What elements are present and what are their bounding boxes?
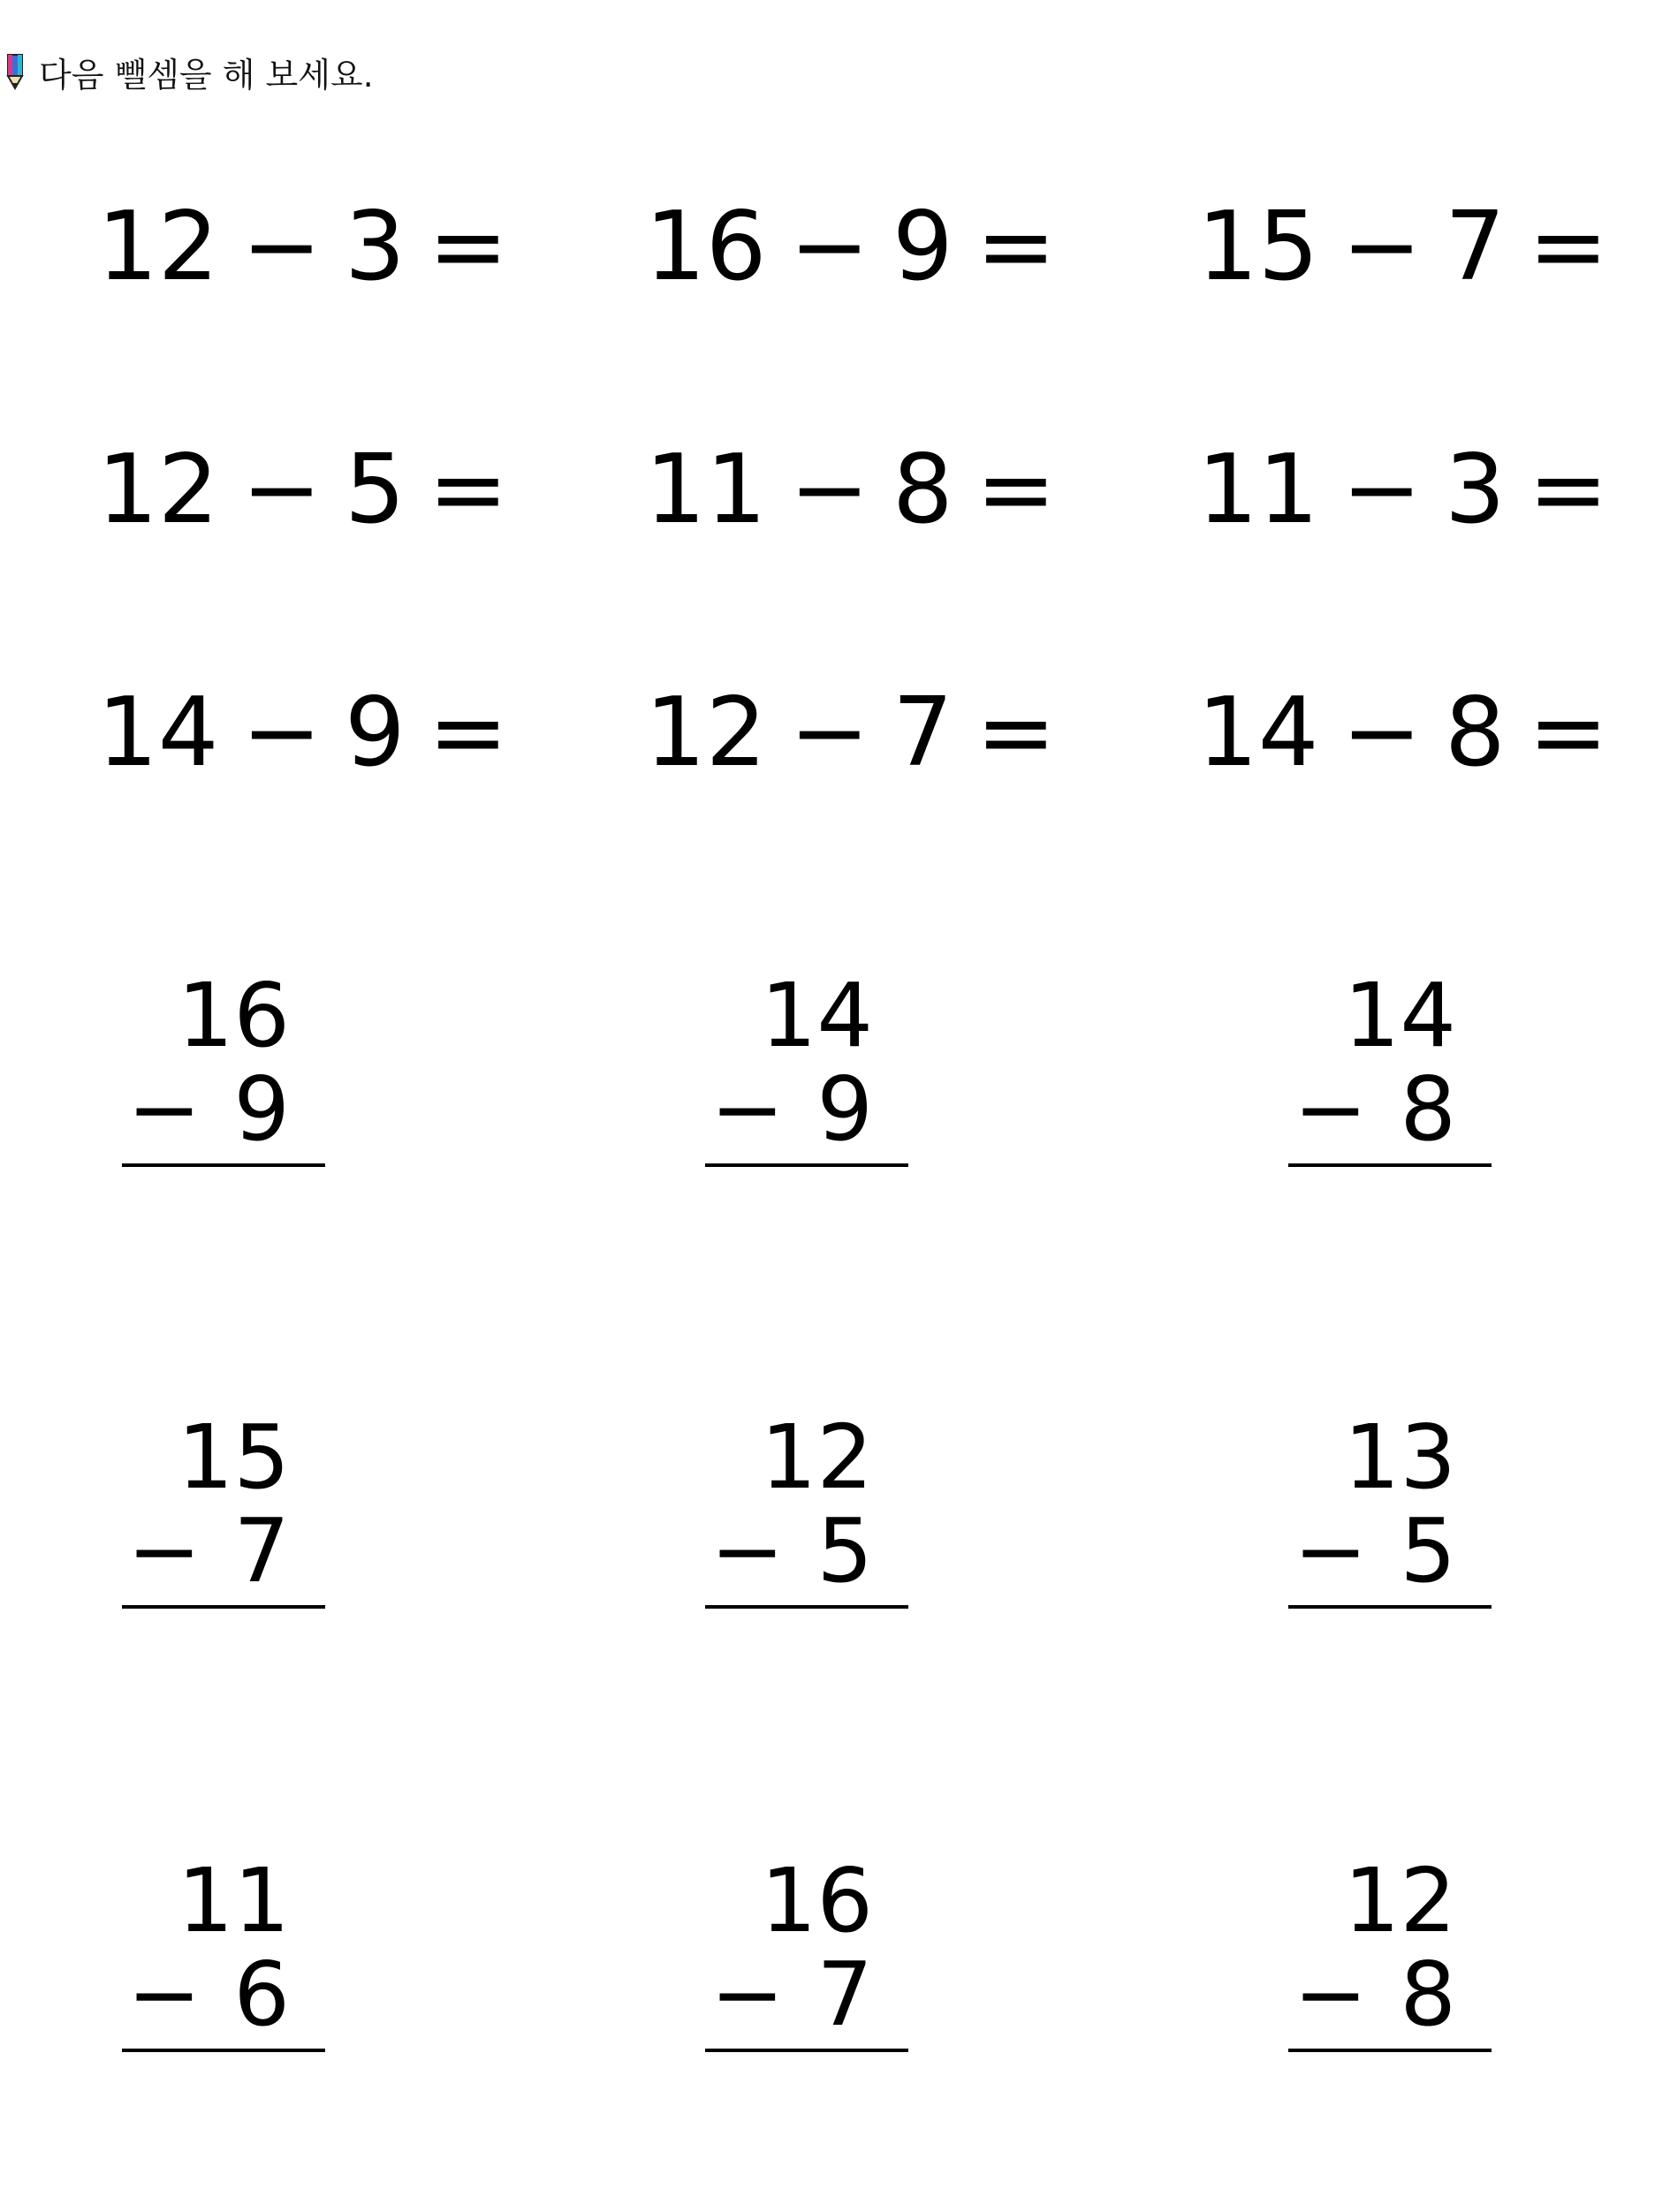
horizontal-problem	[645, 671, 1056, 795]
horizontal-problem	[1197, 186, 1608, 309]
minus-sign: −	[1294, 1499, 1368, 1602]
subtrahend: 8	[892, 435, 953, 545]
minuend: 16	[177, 964, 290, 1067]
minuend: 12	[645, 678, 767, 788]
horizontal-problem	[1197, 671, 1608, 795]
pencil-icon	[5, 52, 25, 91]
subtrahend: 5	[816, 1499, 873, 1602]
equals-sign: =	[975, 678, 1057, 788]
answer-line	[705, 1163, 908, 1167]
equals-sign: =	[1528, 678, 1609, 788]
minuend: 16	[645, 192, 767, 302]
horizontal-row-3	[0, 671, 1670, 795]
equals-sign: =	[428, 435, 509, 545]
minuend: 16	[760, 1849, 873, 1952]
minuend: 14	[1197, 678, 1319, 788]
subtrahend: 8	[1400, 1943, 1456, 2046]
minuend: 11	[645, 435, 767, 545]
minus-sign: −	[1294, 1057, 1368, 1161]
minuend: 11	[1197, 435, 1319, 545]
subtrahend: 7	[1444, 192, 1506, 302]
vertical-problem	[705, 1405, 908, 1612]
subtrahend: 9	[816, 1057, 873, 1161]
minuend: 14	[760, 964, 873, 1067]
subtrahend: 7	[816, 1943, 873, 2046]
vertical-row-1	[0, 964, 1670, 1170]
minus-sign: −	[710, 1057, 785, 1161]
minus-sign: −	[127, 1057, 201, 1161]
vertical-problem	[705, 964, 908, 1170]
horizontal-problem	[97, 428, 508, 552]
vertical-problem	[122, 964, 325, 1170]
vertical-row-3	[0, 1849, 1670, 2056]
answer-line	[1288, 1163, 1492, 1167]
minus-sign: −	[1294, 1943, 1368, 2046]
minuend: 15	[1197, 192, 1319, 302]
minuend: 12	[97, 192, 219, 302]
horizontal-problem	[1197, 428, 1608, 552]
subtrahend-line	[705, 1943, 873, 2046]
minuend: 12	[1343, 1849, 1456, 1952]
horizontal-row-1	[0, 186, 1670, 309]
equals-sign: =	[428, 678, 509, 788]
vertical-problem	[1288, 1405, 1492, 1612]
horizontal-row-2	[0, 428, 1670, 552]
minus-sign: −	[241, 435, 322, 545]
vertical-problem	[705, 1849, 908, 2056]
instruction	[5, 49, 374, 94]
equals-sign: =	[1528, 192, 1609, 302]
subtrahend-line	[122, 1943, 290, 2046]
subtrahend-line	[1288, 1943, 1456, 2046]
minus-sign: −	[789, 435, 869, 545]
answer-line	[1288, 1605, 1492, 1609]
subtrahend: 3	[344, 192, 406, 302]
subtrahend-line	[1288, 1057, 1456, 1161]
vertical-problem	[122, 1405, 325, 1612]
minus-sign: −	[127, 1499, 201, 1602]
answer-line	[122, 1605, 325, 1609]
subtrahend: 5	[344, 435, 406, 545]
subtrahend: 7	[892, 678, 953, 788]
minus-sign: −	[710, 1499, 785, 1602]
minuend: 12	[760, 1405, 873, 1509]
subtrahend: 9	[233, 1057, 290, 1161]
minus-sign: −	[789, 192, 869, 302]
minus-sign: −	[1341, 435, 1422, 545]
minus-sign: −	[710, 1943, 785, 2046]
vertical-row-2	[0, 1405, 1670, 1612]
subtrahend: 9	[344, 678, 406, 788]
subtrahend-line	[705, 1057, 873, 1161]
subtrahend: 6	[233, 1943, 290, 2046]
equals-sign: =	[975, 192, 1057, 302]
minus-sign: −	[241, 192, 322, 302]
subtrahend-line	[122, 1057, 290, 1161]
horizontal-problem	[645, 186, 1056, 309]
subtrahend: 7	[233, 1499, 290, 1602]
answer-line	[1288, 2049, 1492, 2052]
minuend: 15	[177, 1405, 290, 1509]
subtrahend-line	[122, 1499, 290, 1602]
minuend: 13	[1343, 1405, 1456, 1509]
equals-sign: =	[975, 435, 1057, 545]
instruction-text: 다음 뺄셈을 해 보세요.	[39, 55, 374, 95]
minuend: 14	[1343, 964, 1456, 1067]
subtrahend: 9	[892, 192, 953, 302]
subtrahend-line	[705, 1499, 873, 1602]
subtrahend: 3	[1444, 435, 1506, 545]
horizontal-problem	[645, 428, 1056, 552]
minus-sign: −	[789, 678, 869, 788]
subtrahend: 8	[1400, 1057, 1456, 1161]
minus-sign: −	[1341, 192, 1422, 302]
vertical-problem	[1288, 1849, 1492, 2056]
answer-line	[122, 2049, 325, 2052]
minuend: 12	[97, 435, 219, 545]
vertical-problem	[122, 1849, 325, 2056]
horizontal-problem	[97, 671, 508, 795]
answer-line	[705, 2049, 908, 2052]
equals-sign: =	[1528, 435, 1609, 545]
equals-sign: =	[428, 192, 509, 302]
minuend: 11	[177, 1849, 290, 1952]
subtrahend-line	[1288, 1499, 1456, 1602]
horizontal-problem	[97, 186, 508, 309]
minus-sign: −	[1341, 678, 1422, 788]
subtrahend: 5	[1400, 1499, 1456, 1602]
minus-sign: −	[127, 1943, 201, 2046]
minuend: 14	[97, 678, 219, 788]
subtrahend: 8	[1444, 678, 1506, 788]
answer-line	[705, 1605, 908, 1609]
minus-sign: −	[241, 678, 322, 788]
vertical-problem	[1288, 964, 1492, 1170]
answer-line	[122, 1163, 325, 1167]
